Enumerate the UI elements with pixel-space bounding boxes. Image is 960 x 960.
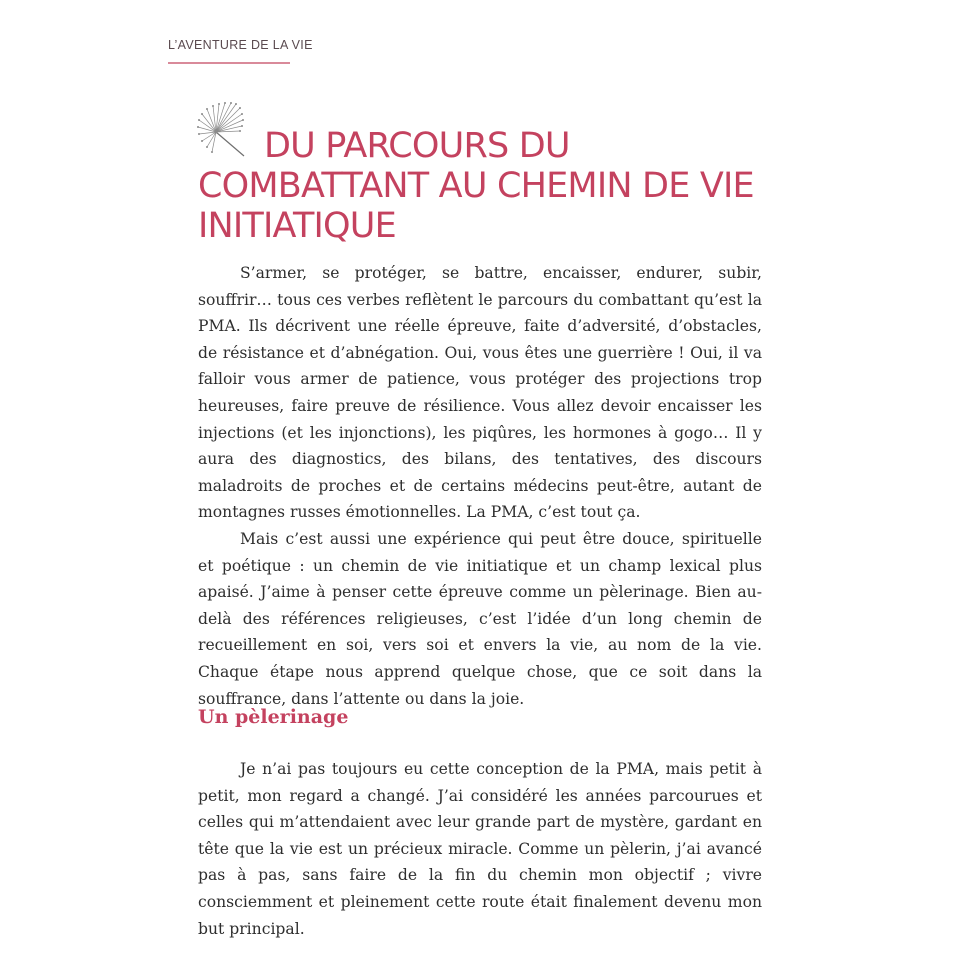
section-heading: Un pèlerinage	[198, 706, 349, 728]
running-header-underline	[168, 62, 290, 64]
body-paragraph: Je n’ai pas toujours eu cette conception de la PMA, mais petit à petit, mon regard a changé. J’ai considéré les années parcourues et celles qui m’attendaient avec leur grande part de mystère, gardant en tête que la vie est un précieux miracle. Comme un pèlerin, j’ai avancé pas à pas, sans faire de la fin du chemin mon objectif ; vivre consciemment et pleinement cette route était finalement devenu mon but principal.	[198, 760, 762, 938]
chapter-body	[198, 260, 762, 712]
chapter-title-line: INITIATIQUE	[198, 206, 396, 246]
chapter-title-line: COMBATTANT AU CHEMIN DE VIE	[198, 166, 754, 206]
section-body	[198, 756, 762, 942]
body-paragraph: S’armer, se protéger, se battre, encaisser, endurer, subir, souffrir… tous ces verbes reflètent le parcours du combattant qu’est la PMA. Ils décrivent une réelle épreuve, faite d’adversité, d’obstacles, de résistance et d’abnégation. Oui, vous êtes une guerrière ! Oui, il va falloir vous armer de patience, vous protéger des projections trop heureuses, faire preuve de résilience. Vous allez devoir encaisser les injections (et les injonctions), les piqûres, les hormones à gogo… Il y aura des diagnostics, des bilans, des tentatives, des discours maladroits de proches et de certains médecins peut-être, autant de montagnes russes émotionnelles. La PMA, c’est tout ça.	[198, 264, 762, 522]
body-paragraph: Mais c’est aussi une expérience qui peut être douce, spirituelle et poétique : un chemin de vie initiatique et un champ lexical plus apaisé. J’aime à penser cette épreuve comme un pèlerinage. Bien au-delà des références religieuses, c’est l’idée d’un long chemin de recueillement en soi, vers soi et envers la vie, au nom de la vie. Chaque étape nous apprend quelque chose, que ce soit dans la souffrance, dans l’attente ou dans la joie.	[198, 529, 762, 708]
chapter-title-line: DU PARCOURS DU	[264, 126, 570, 166]
running-header: L’AVENTURE DE LA VIE	[168, 38, 313, 52]
chapter-title	[198, 126, 798, 246]
